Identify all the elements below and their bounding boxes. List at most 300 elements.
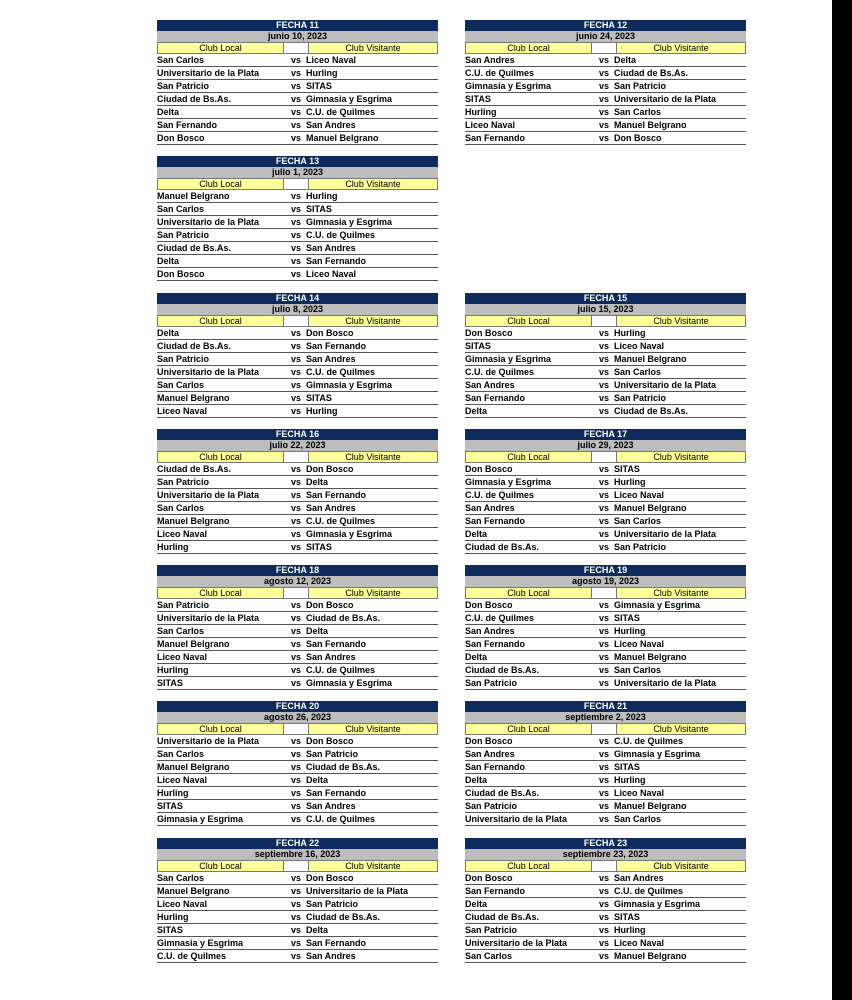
match-row bbox=[465, 612, 746, 625]
header-spacer bbox=[592, 861, 616, 872]
away-team: San Andres bbox=[306, 120, 356, 130]
fixture-title: FECHA 20 bbox=[157, 701, 438, 712]
away-team: San Andres bbox=[306, 354, 356, 364]
away-team: San Patricio bbox=[614, 81, 667, 91]
column-headers bbox=[157, 316, 438, 327]
away-team: C.U. de Quilmes bbox=[306, 367, 376, 377]
vs-label: vs bbox=[599, 736, 610, 746]
vs-label: vs bbox=[291, 788, 302, 798]
vs-label: vs bbox=[291, 639, 302, 649]
match-row bbox=[157, 924, 438, 937]
home-team: San Carlos bbox=[157, 749, 205, 759]
vs-label: vs bbox=[599, 477, 610, 487]
home-team: Hurling bbox=[157, 912, 189, 922]
column-headers bbox=[465, 316, 746, 327]
away-team: Hurling bbox=[614, 328, 646, 338]
match-row bbox=[465, 80, 746, 93]
page-edge-bar bbox=[832, 0, 852, 1000]
vs-label: vs bbox=[599, 133, 610, 143]
away-team: Ciudad de Bs.As. bbox=[614, 406, 689, 416]
vs-label: vs bbox=[291, 120, 302, 130]
match-row bbox=[465, 515, 746, 528]
away-team: SITAS bbox=[306, 393, 332, 403]
vs-label: vs bbox=[599, 788, 610, 798]
home-team: Gimnasia y Esgrima bbox=[157, 938, 244, 948]
vs-label: vs bbox=[291, 762, 302, 772]
home-team: San Fernando bbox=[465, 393, 526, 403]
vs-label: vs bbox=[291, 951, 302, 961]
header-club-local: Club Local bbox=[465, 588, 592, 599]
match-row bbox=[157, 366, 438, 379]
vs-label: vs bbox=[291, 814, 302, 824]
column-headers bbox=[465, 861, 746, 872]
vs-label: vs bbox=[291, 873, 302, 883]
home-team: Don Bosco bbox=[465, 464, 513, 474]
home-team: San Fernando bbox=[465, 516, 526, 526]
header-club-local: Club Local bbox=[465, 43, 592, 54]
header-club-visitante: Club Visitante bbox=[308, 316, 438, 327]
away-team: San Andres bbox=[306, 801, 356, 811]
vs-label: vs bbox=[599, 678, 610, 688]
vs-label: vs bbox=[599, 925, 610, 935]
vs-label: vs bbox=[291, 94, 302, 104]
away-team: San Carlos bbox=[614, 107, 662, 117]
fixture-date: septiembre 2, 2023 bbox=[465, 712, 746, 724]
header-club-visitante: Club Visitante bbox=[308, 724, 438, 735]
home-team: San Fernando bbox=[465, 133, 526, 143]
header-club-visitante: Club Visitante bbox=[616, 43, 746, 54]
home-team: San Fernando bbox=[465, 762, 526, 772]
vs-label: vs bbox=[291, 886, 302, 896]
vs-label: vs bbox=[291, 613, 302, 623]
vs-label: vs bbox=[599, 529, 610, 539]
fixture-date: julio 1, 2023 bbox=[157, 167, 438, 179]
away-team: Manuel Belgrano bbox=[614, 503, 687, 513]
away-team: San Andres bbox=[306, 243, 356, 253]
vs-label: vs bbox=[599, 516, 610, 526]
away-team: Liceo Naval bbox=[306, 55, 357, 65]
fixture-title: FECHA 13 bbox=[157, 156, 438, 167]
vs-label: vs bbox=[291, 406, 302, 416]
match-row bbox=[465, 405, 746, 418]
match-row bbox=[465, 502, 746, 515]
match-row bbox=[157, 242, 438, 255]
match-row bbox=[465, 340, 746, 353]
match-row bbox=[157, 638, 438, 651]
away-team: Hurling bbox=[614, 477, 646, 487]
vs-label: vs bbox=[599, 81, 610, 91]
vs-label: vs bbox=[291, 380, 302, 390]
home-team: San Carlos bbox=[157, 503, 205, 513]
match-row bbox=[157, 268, 438, 281]
vs-label: vs bbox=[291, 243, 302, 253]
away-team: Gimnasia y Esgrima bbox=[614, 899, 701, 909]
fixture-date: septiembre 16, 2023 bbox=[157, 849, 438, 861]
home-team: San Carlos bbox=[465, 951, 513, 961]
home-team: Gimnasia y Esgrima bbox=[465, 477, 552, 487]
header-club-visitante: Club Visitante bbox=[308, 588, 438, 599]
home-team: Delta bbox=[465, 899, 488, 909]
header-spacer bbox=[284, 861, 308, 872]
match-row bbox=[157, 379, 438, 392]
vs-label: vs bbox=[291, 230, 302, 240]
home-team: C.U. de Quilmes bbox=[157, 951, 227, 961]
vs-label: vs bbox=[291, 354, 302, 364]
away-team: Gimnasia y Esgrima bbox=[306, 94, 393, 104]
home-team: SITAS bbox=[157, 801, 183, 811]
vs-label: vs bbox=[599, 328, 610, 338]
match-row bbox=[157, 625, 438, 638]
home-team: SITAS bbox=[157, 925, 183, 935]
header-spacer bbox=[284, 724, 308, 735]
column-headers bbox=[465, 588, 746, 599]
column-headers bbox=[157, 861, 438, 872]
vs-label: vs bbox=[599, 380, 610, 390]
fixture-block bbox=[157, 701, 438, 826]
away-team: C.U. de Quilmes bbox=[306, 516, 376, 526]
vs-label: vs bbox=[291, 393, 302, 403]
vs-label: vs bbox=[291, 217, 302, 227]
home-team: San Carlos bbox=[157, 204, 205, 214]
away-team: C.U. de Quilmes bbox=[614, 736, 684, 746]
home-team: Ciudad de Bs.As. bbox=[465, 912, 540, 922]
fixture-date: julio 8, 2023 bbox=[157, 304, 438, 316]
vs-label: vs bbox=[599, 367, 610, 377]
home-team: Gimnasia y Esgrima bbox=[157, 814, 244, 824]
vs-label: vs bbox=[291, 341, 302, 351]
match-row bbox=[157, 353, 438, 366]
fixture-block bbox=[157, 20, 438, 145]
header-spacer bbox=[284, 588, 308, 599]
match-row bbox=[465, 106, 746, 119]
match-row bbox=[157, 327, 438, 340]
away-team: C.U. de Quilmes bbox=[306, 230, 376, 240]
header-club-local: Club Local bbox=[157, 452, 284, 463]
home-team: Delta bbox=[157, 256, 180, 266]
column-headers bbox=[157, 43, 438, 54]
away-team: San Carlos bbox=[614, 665, 662, 675]
vs-label: vs bbox=[291, 191, 302, 201]
vs-label: vs bbox=[291, 801, 302, 811]
away-team: San Carlos bbox=[614, 367, 662, 377]
fixture-block bbox=[157, 156, 438, 281]
fixture-block bbox=[157, 838, 438, 963]
vs-label: vs bbox=[291, 912, 302, 922]
match-row bbox=[465, 67, 746, 80]
vs-label: vs bbox=[291, 529, 302, 539]
away-team: Manuel Belgrano bbox=[614, 801, 687, 811]
fixture-date: junio 24, 2023 bbox=[465, 31, 746, 43]
fixture-block bbox=[465, 20, 746, 145]
home-team: C.U. de Quilmes bbox=[465, 367, 535, 377]
home-team: Gimnasia y Esgrima bbox=[465, 81, 552, 91]
home-team: Universitario de la Plata bbox=[157, 68, 260, 78]
vs-label: vs bbox=[599, 873, 610, 883]
away-team: SITAS bbox=[614, 613, 640, 623]
fixture-date: julio 29, 2023 bbox=[465, 440, 746, 452]
match-row bbox=[465, 735, 746, 748]
match-row bbox=[157, 787, 438, 800]
header-club-local: Club Local bbox=[157, 43, 284, 54]
home-team: Ciudad de Bs.As. bbox=[157, 341, 232, 351]
home-team: San Patricio bbox=[157, 230, 210, 240]
away-team: Universitario de la Plata bbox=[306, 886, 409, 896]
fixture-title: FECHA 11 bbox=[157, 20, 438, 31]
away-team: Ciudad de Bs.As. bbox=[306, 912, 381, 922]
vs-label: vs bbox=[599, 665, 610, 675]
header-club-visitante: Club Visitante bbox=[616, 588, 746, 599]
match-row bbox=[465, 366, 746, 379]
away-team: Hurling bbox=[614, 626, 646, 636]
away-team: Ciudad de Bs.As. bbox=[614, 68, 689, 78]
vs-label: vs bbox=[599, 94, 610, 104]
match-row bbox=[157, 735, 438, 748]
home-team: San Andres bbox=[465, 55, 515, 65]
away-team: San Patricio bbox=[614, 542, 667, 552]
away-team: Delta bbox=[306, 925, 329, 935]
column-headers bbox=[465, 724, 746, 735]
home-team: Universitario de la Plata bbox=[157, 490, 260, 500]
away-team: Universitario de la Plata bbox=[614, 94, 717, 104]
header-club-visitante: Club Visitante bbox=[308, 43, 438, 54]
header-club-local: Club Local bbox=[157, 316, 284, 327]
vs-label: vs bbox=[291, 749, 302, 759]
away-team: Liceo Naval bbox=[614, 938, 665, 948]
home-team: Ciudad de Bs.As. bbox=[465, 665, 540, 675]
away-team: Gimnasia y Esgrima bbox=[306, 217, 393, 227]
match-row bbox=[465, 353, 746, 366]
away-team: Universitario de la Plata bbox=[614, 678, 717, 688]
away-team: San Andres bbox=[614, 873, 664, 883]
away-team: Ciudad de Bs.As. bbox=[306, 613, 381, 623]
away-team: Don Bosco bbox=[306, 464, 354, 474]
fixture-title: FECHA 19 bbox=[465, 565, 746, 576]
away-team: San Fernando bbox=[306, 490, 367, 500]
header-spacer bbox=[592, 43, 616, 54]
away-team: Don Bosco bbox=[306, 600, 354, 610]
vs-label: vs bbox=[291, 269, 302, 279]
match-row bbox=[465, 625, 746, 638]
fixture-title: FECHA 18 bbox=[157, 565, 438, 576]
column-headers bbox=[157, 588, 438, 599]
match-row bbox=[465, 787, 746, 800]
vs-label: vs bbox=[599, 68, 610, 78]
match-row bbox=[465, 489, 746, 502]
away-team: SITAS bbox=[306, 204, 332, 214]
vs-label: vs bbox=[599, 626, 610, 636]
vs-label: vs bbox=[291, 775, 302, 785]
column-headers bbox=[465, 43, 746, 54]
match-row bbox=[157, 405, 438, 418]
vs-label: vs bbox=[291, 938, 302, 948]
header-spacer bbox=[284, 316, 308, 327]
match-row bbox=[465, 872, 746, 885]
fixture-title: FECHA 16 bbox=[157, 429, 438, 440]
header-spacer bbox=[284, 452, 308, 463]
away-team: San Patricio bbox=[306, 899, 359, 909]
match-row bbox=[465, 541, 746, 554]
match-row bbox=[157, 255, 438, 268]
vs-label: vs bbox=[599, 899, 610, 909]
fixture-title: FECHA 21 bbox=[465, 701, 746, 712]
away-team: Don Bosco bbox=[614, 133, 662, 143]
vs-label: vs bbox=[599, 938, 610, 948]
home-team: Manuel Belgrano bbox=[157, 639, 230, 649]
match-row bbox=[465, 677, 746, 690]
home-team: Hurling bbox=[157, 788, 189, 798]
home-team: Manuel Belgrano bbox=[157, 393, 230, 403]
header-spacer bbox=[592, 724, 616, 735]
away-team: Hurling bbox=[306, 406, 338, 416]
fixture-title: FECHA 15 bbox=[465, 293, 746, 304]
away-team: Liceo Naval bbox=[614, 341, 665, 351]
away-team: Manuel Belgrano bbox=[614, 354, 687, 364]
header-club-local: Club Local bbox=[465, 861, 592, 872]
home-team: SITAS bbox=[465, 341, 491, 351]
match-row bbox=[157, 392, 438, 405]
away-team: Gimnasia y Esgrima bbox=[306, 380, 393, 390]
home-team: San Patricio bbox=[465, 801, 518, 811]
column-headers bbox=[157, 452, 438, 463]
away-team: C.U. de Quilmes bbox=[306, 814, 376, 824]
fixture-title: FECHA 22 bbox=[157, 838, 438, 849]
match-row bbox=[157, 541, 438, 554]
away-team: San Andres bbox=[306, 951, 356, 961]
match-row bbox=[157, 748, 438, 761]
fixture-block bbox=[465, 429, 746, 554]
home-team: Don Bosco bbox=[157, 269, 205, 279]
header-club-visitante: Club Visitante bbox=[616, 724, 746, 735]
vs-label: vs bbox=[599, 490, 610, 500]
home-team: C.U. de Quilmes bbox=[465, 613, 535, 623]
vs-label: vs bbox=[291, 925, 302, 935]
home-team: Delta bbox=[465, 406, 488, 416]
away-team: Gimnasia y Esgrima bbox=[306, 678, 393, 688]
home-team: Manuel Belgrano bbox=[157, 762, 230, 772]
match-row bbox=[157, 651, 438, 664]
vs-label: vs bbox=[291, 503, 302, 513]
away-team: Delta bbox=[306, 775, 329, 785]
match-row bbox=[157, 463, 438, 476]
away-team: Universitario de la Plata bbox=[614, 529, 717, 539]
fixture-block bbox=[157, 293, 438, 418]
match-row bbox=[157, 937, 438, 950]
header-club-visitante: Club Visitante bbox=[308, 452, 438, 463]
header-club-local: Club Local bbox=[157, 588, 284, 599]
vs-label: vs bbox=[291, 328, 302, 338]
match-row bbox=[157, 911, 438, 924]
away-team: Hurling bbox=[614, 925, 646, 935]
match-row bbox=[157, 340, 438, 353]
away-team: Liceo Naval bbox=[306, 269, 357, 279]
match-row bbox=[157, 515, 438, 528]
fixture-block bbox=[157, 429, 438, 554]
match-row bbox=[157, 132, 438, 145]
vs-label: vs bbox=[291, 477, 302, 487]
column-headers bbox=[465, 452, 746, 463]
vs-label: vs bbox=[291, 626, 302, 636]
home-team: Universitario de la Plata bbox=[157, 613, 260, 623]
home-team: Hurling bbox=[465, 107, 497, 117]
away-team: San Carlos bbox=[614, 814, 662, 824]
match-row bbox=[465, 774, 746, 787]
home-team: Don Bosco bbox=[465, 736, 513, 746]
fixture-date: agosto 12, 2023 bbox=[157, 576, 438, 588]
fixture-date: junio 10, 2023 bbox=[157, 31, 438, 43]
home-team: San Carlos bbox=[157, 55, 205, 65]
vs-label: vs bbox=[599, 354, 610, 364]
home-team: San Patricio bbox=[157, 81, 210, 91]
home-team: C.U. de Quilmes bbox=[465, 68, 535, 78]
away-team: San Patricio bbox=[306, 749, 359, 759]
away-team: San Fernando bbox=[306, 938, 367, 948]
away-team: SITAS bbox=[614, 464, 640, 474]
match-row bbox=[157, 898, 438, 911]
home-team: San Patricio bbox=[157, 354, 210, 364]
away-team: San Fernando bbox=[306, 256, 367, 266]
vs-label: vs bbox=[291, 68, 302, 78]
home-team: Ciudad de Bs.As. bbox=[157, 243, 232, 253]
fixture-title: FECHA 14 bbox=[157, 293, 438, 304]
home-team: Universitario de la Plata bbox=[157, 736, 260, 746]
away-team: Hurling bbox=[614, 775, 646, 785]
home-team: Delta bbox=[465, 652, 488, 662]
vs-label: vs bbox=[599, 341, 610, 351]
fixture-block bbox=[465, 838, 746, 963]
match-row bbox=[157, 612, 438, 625]
home-team: Liceo Naval bbox=[157, 775, 208, 785]
home-team: Liceo Naval bbox=[465, 120, 516, 130]
away-team: Gimnasia y Esgrima bbox=[306, 529, 393, 539]
vs-label: vs bbox=[599, 600, 610, 610]
header-club-visitante: Club Visitante bbox=[616, 316, 746, 327]
away-team: San Carlos bbox=[614, 516, 662, 526]
away-team: Liceo Naval bbox=[614, 788, 665, 798]
fixture-date: agosto 19, 2023 bbox=[465, 576, 746, 588]
home-team: San Fernando bbox=[465, 886, 526, 896]
away-team: Don Bosco bbox=[306, 736, 354, 746]
vs-label: vs bbox=[599, 613, 610, 623]
home-team: San Patricio bbox=[157, 477, 210, 487]
vs-label: vs bbox=[599, 107, 610, 117]
match-row bbox=[157, 216, 438, 229]
away-team: C.U. de Quilmes bbox=[614, 886, 684, 896]
vs-label: vs bbox=[291, 133, 302, 143]
vs-label: vs bbox=[599, 55, 610, 65]
match-row bbox=[465, 651, 746, 664]
match-row bbox=[157, 119, 438, 132]
vs-label: vs bbox=[599, 749, 610, 759]
fixture-title: FECHA 12 bbox=[465, 20, 746, 31]
vs-label: vs bbox=[291, 665, 302, 675]
away-team: San Fernando bbox=[306, 788, 367, 798]
fixture-date: julio 22, 2023 bbox=[157, 440, 438, 452]
away-team: Ciudad de Bs.As. bbox=[306, 762, 381, 772]
away-team: Delta bbox=[306, 477, 329, 487]
away-team: Liceo Naval bbox=[614, 490, 665, 500]
match-row bbox=[157, 664, 438, 677]
away-team: San Andres bbox=[306, 652, 356, 662]
home-team: Ciudad de Bs.As. bbox=[157, 94, 232, 104]
vs-label: vs bbox=[599, 503, 610, 513]
match-row bbox=[465, 950, 746, 963]
fixture-title: FECHA 23 bbox=[465, 838, 746, 849]
fixture-date: agosto 26, 2023 bbox=[157, 712, 438, 724]
match-row bbox=[465, 93, 746, 106]
vs-label: vs bbox=[599, 951, 610, 961]
header-club-visitante: Club Visitante bbox=[616, 861, 746, 872]
fixture-block bbox=[465, 701, 746, 826]
